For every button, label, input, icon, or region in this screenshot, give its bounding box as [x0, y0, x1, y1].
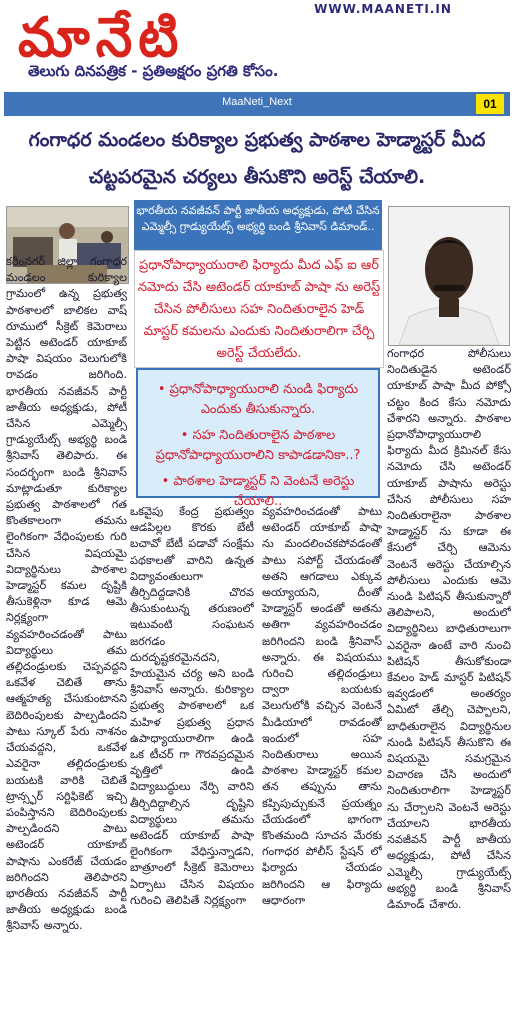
article-column-4: గంగాధర పోలీసులు నిందితుడైన అటెండర్ యాకూబ్ పాషా మీద పోక్సో చట్టం కింద కేసు నమోదు చేశారని అన్నారు. పాఠశాల ప్రధానోపాధ్యాయురాలి ఫిర్యాదు మీద క్రిమినల్ కేసు నమోదు చేసి అటెండర్ యాకూబ్ పాషాను అరెస్టు చేసిన పోలీసులు సహ నిందితురాలైనా పాఠశాల హెడ్మాస్టర్ ను కూడా ఈ కేసులో చేర్చి ఆమెను వెంటనే అరెస్టు చేయాల్సిన పోలీసులు ఎందుకు ఆమె నుండి పిటిషన్ తీసుకున్నారో తెలిపాలని, అందులో విద్యార్థినిలు బాధితురాలుగా ఎవరైనా ఉంటే వారి నుంచి పిటిషన్ తీసుకోకుండా కేవలం హెడ్ మాస్టర్ పిటిషన్ ఇవ్వడంలో అంతర్యం ఏమిటో తేల్చి చెప్పాలని, బాధితురాలైన విద్యార్థినుల నుండి పిటిషన్ తీసుకొని ఈ విషయమై సమగ్రమైన విచారణ చేసి అందులో నిందితురాలిగా హెడ్మాస్టర్ ను చేర్చాలని వెంటనే అరెస్టు చేయాలని భారతీయ నవజీవన్ పార్టీ జాతీయ అధ్యక్షుడు, పోటీ చేసిన ఎమ్మెల్సీ గ్రాడ్యుయేట్స్ అభ్యర్థి బండి శ్రీనివాస్ డిమాండ్ చేశారు.	[387, 347, 511, 911]
website-url[interactable]: WWW.MAANETI.IN	[314, 2, 452, 16]
portrait-photo	[388, 206, 510, 346]
question-item: • సహ నిందితురాలైన పాఠశాల ప్రధానోపాధ్యాయురాలిని కాపాడడానికా..?	[155, 428, 361, 463]
edition-bar	[4, 92, 510, 116]
masthead	[0, 0, 514, 95]
masthead-tagline: తెలుగు దినపత్రిక - ప్రతిఅక్షరం ప్రగతి కోసం.	[28, 62, 279, 80]
page-number: 01	[476, 94, 504, 114]
highlight-box: ప్రధానోపాధ్యాయురాలి ఫిర్యాదు మీద ఎఫ్ ఐ ఆర్ నమోదు చేసి అటెండర్ యాకూబ్ పాషా ను అరెస్ట్ చేసిన పోలీసులు సహ నిందితురాలైన హెడ్ మాస్టర్ కమలను ఎందుకు నిందితురాలిగా చేర్చి అరెస్ట్ చేయలేదు.	[134, 250, 384, 368]
masthead-logo: మానేటి	[18, 5, 185, 70]
question-item: • ప్రధానోపాధ్యాయురాలి నుండి ఫిర్యాదు ఎందుకు తీసుకున్నారు.	[157, 382, 359, 417]
question-item: • పాఠశాల హెడ్మాస్టర్ ని వెంటనే అరెస్టు చేయాలి..	[161, 474, 355, 509]
portrait-photo-image	[389, 207, 509, 345]
article-column-1: కరీంనగర్ జిల్లా గంగాధర మండలం కురిక్యాల గ్రామంలో ఉన్న ప్రభుత్వ పాఠశాలలో బాలికల వాష్ రూములో సీక్రెట్ కెమెరాలు పెట్టిన అటెండర్ యాకూబ్ పాషా విషయం వెలుగులోకి రావడం జరిగింది. భారతీయ నవజీవన్ పార్టీ జాతీయ అధ్యక్షుడు, పోటీ చేసిన ఎమ్మెల్సీ గ్రాడ్యుయేట్స్ అభ్యర్థి బండి శ్రీనివాస్ తెలిపారు. ఈ సందర్భంగా బండి శ్రీనివాస్ మాట్లాడుతూ కురిక్యాల ప్రభుత్వ పాఠశాలలో గత కొంతకాలంగా తమను లైంగికంగా వేధింపులకు గురి చేసిన విషయమై విద్యార్థినులు పాఠశాల హెడ్మాస్టర్ కమల దృష్టికి తీసుకెళ్లినా కూడ ఆమె నిర్లక్ష్యంగా వ్యవహరించడంతో పాటు విద్యార్థులు తమ తల్లిదండ్రులకు చెప్పవద్దని ఒకవేళ చెబితే తాను ఆత్మహత్య చేసుకుంటానని బెదిరింపులకు పాల్పడిందని పాటు స్కూల్ పేరు నాశనం చేయవద్దని, ఒకవేళ ఎవరైనా తల్లిదండ్రులకు బయటకి వారికి చెబితే ట్రాన్స్ఫర్ సర్టిఫికెట్ ఇచ్చి పంపిస్తానని బెదిరింపులకు పాల్పడిందని పాటు అటెండర్ యాకూబ్ పాషాను ఎంకరేజ్ చేయడం జరిగిందని తెలిపారని భారతీయ నవజీవన్ పార్టీ జాతీయ అధ్యక్షుడు బండి శ్రీనివాస్ అన్నారు.	[6, 255, 127, 933]
article-column-3: వ్యవహరించడంతో పాటు అటెండర్ యాకూబ్ పాషా ను మందలించకపోవడంతో పాటు సపోర్ట్ చేయడంతో అతని ఆగడాలు ఎక్కువ అయ్యాయని, దీంతో హెడ్మాస్టర్ అండతో అతను అతిగా వ్యవహరించడం జరిగిందని బండి శ్రీనివాస్ అన్నారు. ఈ విషయము గురించి తల్లిదండ్రులు ద్వారా బయటకు వెలుగులోకి వచ్చిన వెంటనే మీడియాలో రావడంతో ఇందులో సహ నిందితురాలు అయిన పాఠశాల హెడ్మాస్టర్ కమల తన తప్పును తాను కప్పిపుచ్చుకునే ప్రయత్నం చేయడంలో భాగంగా కొంతమంది సూచన మేరకు గంగాధర పోలీస్ స్టేషన్ లో ఫిర్యాదు చేయడం జరిగిందని ఆ ఫిర్యాదు ఆధారంగా	[262, 505, 382, 907]
article-column-2: ఒకవైపు కేంద్ర ప్రభుత్వం ఆడపిల్లల కొరకు బేటీ బచావో బేటీ పడావో సంక్షేమ పథకాలతో వారిని ఉన్నత విద్యావంతులుగా తీర్చిదిద్దడానికి చొరవ తీసుకుంటున్న తరుణంలో ఇటువంటి సంఘటన జరగడం దురదృష్టకరమైనదని, హేయమైన చర్య అని బండి శ్రీనివాస్ అన్నారు. కురిక్యాల ప్రభుత్వ పాఠశాలలో ఒక మహిళ ప్రభుత్వ ప్రధాన ఉపాధ్యాయురాలిగా ఉండి ఒక టీచర్ గా గౌరవప్రదమైన వృత్తిలో ఉండి విద్యాబుద్ధులు నేర్పి వారిని తీర్చిదిద్దాల్సిన దృష్టిని విద్యార్థులు తమను అటెండర్ యాకూబ్ పాషా లైంగికంగా వేధిస్తున్నాడని, బాత్రూంలో సీక్రెట్ కెమెరాలు ఏర్పాటు చేసిన విషయం గురించి తెలిపితే నిర్లక్ష్యంగా	[130, 505, 254, 907]
questions-box	[136, 368, 380, 509]
edition-label: MaaNeti_Next	[222, 96, 292, 108]
party-demand-banner: భారతీయ నవజీవన్ పార్టీ జాతీయ అధ్యక్షుడు, పోటీ చేసిన ఎమ్మెల్సీ గ్రాడ్యుయేట్స్ అభ్యర్థి బండి శ్రీనివాస్ డిమాండ్..	[134, 200, 382, 253]
headline: గంగాధర మండలం కురిక్యాల ప్రభుత్వ పాఠశాల హెడ్మాస్టర్ మీద చట్టపరమైన చర్యలు తీసుకొని అరెస్ట్ చేయాలి.	[28, 129, 486, 188]
